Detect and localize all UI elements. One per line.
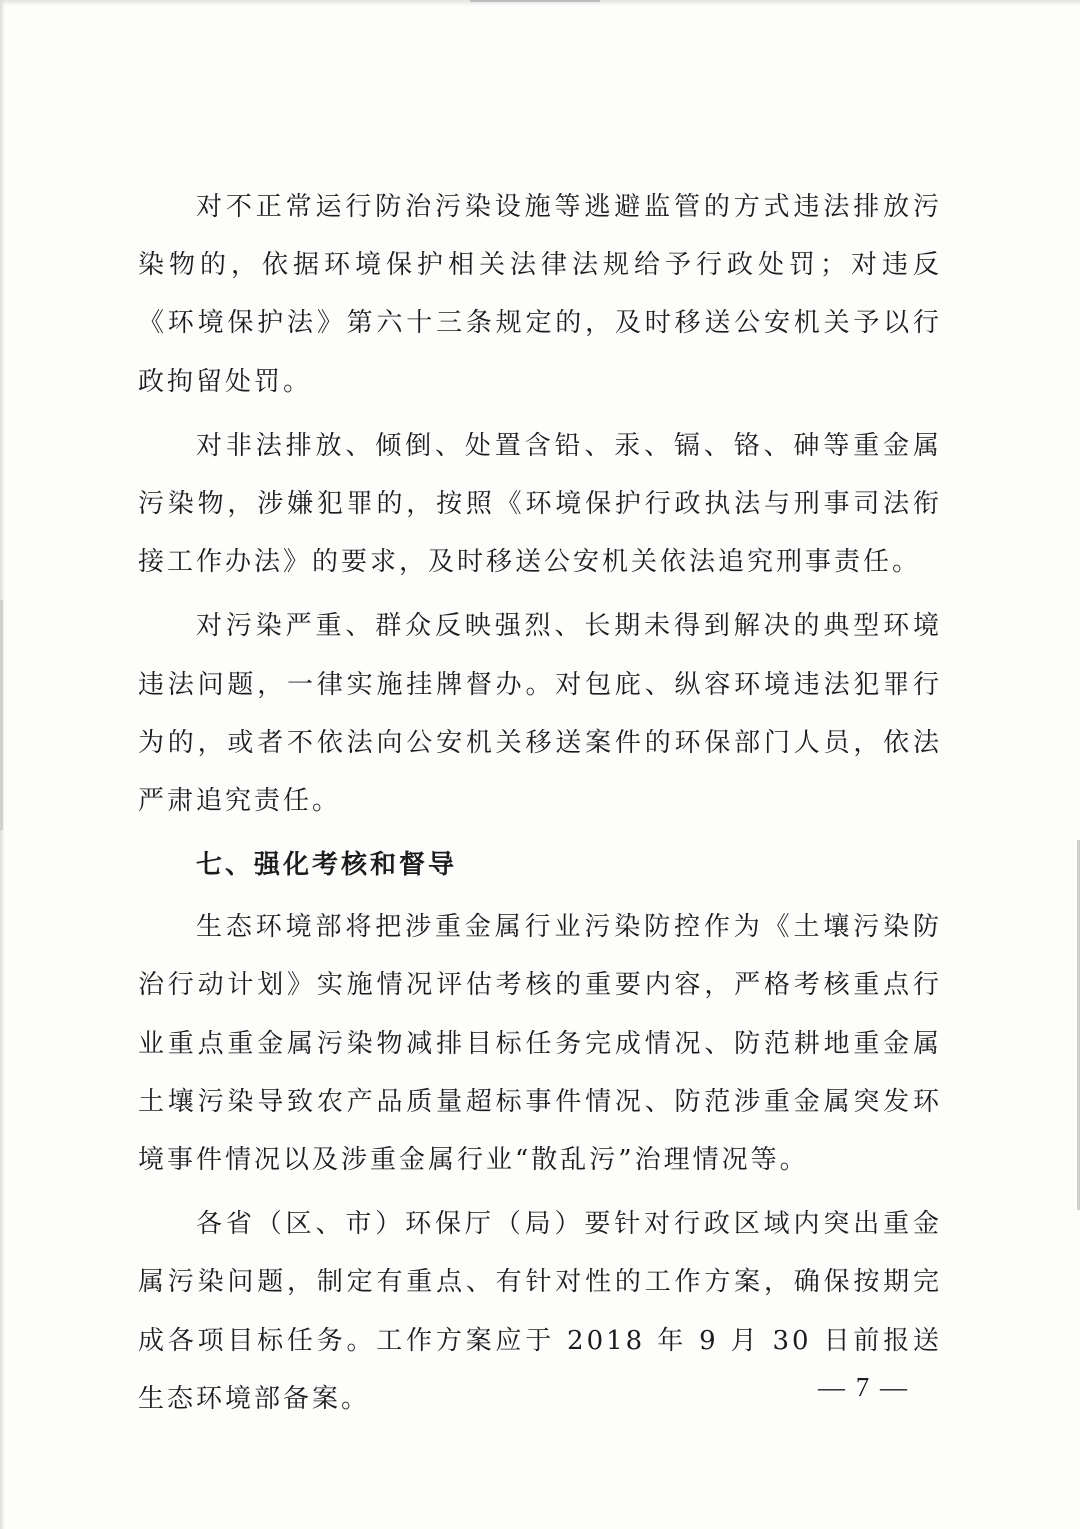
scan-mark-left [0,600,3,830]
document-body [138,178,942,1434]
paragraph-heavy-metal-crime: 对非法排放、倾倒、处置含铅、汞、镉、铬、砷等重金属污染物，涉嫌犯罪的，按照《环境保护行政执法与刑事司法衔接工作办法》的要求，及时移送公安机关依法追究刑事责任。 [138,430,942,578]
paragraph-provincial-plan: 各省（区、市）环保厅（局）要针对行政区域内突出重金属污染问题，制定有重点、有针对性的工作方案，确保按期完成各项目标任务。工作方案应于 2018 年 9 月 30 日前报送生态环境部备案。 [138,1209,942,1414]
section-heading: 七、强化考核和督导 [196,850,458,881]
paragraph-illegal-discharge: 对不正常运行防治污染设施等逃避监管的方式违法排放污染物的，依据环境保护相关法律法规给予行政处罚；对违反《环境保护法》第六十三条规定的，及时移送公安机关予以行政拘留处罚。 [138,192,942,397]
page-number: — 7 — [818,1372,909,1402]
paragraph-assessment: 生态环境部将把涉重金属行业污染防控作为《土壤污染防治行动计划》实施情况评估考核的重要内容，严格考核重点行业重点重金属污染物减排目标任务完成情况、防范耕地重金属土壤污染导致农产品质量超标事件情况、防范涉重金属突发环境事件情况以及涉重金属行业“散乱污”治理情况等。 [138,912,942,1176]
scan-mark-top [470,0,600,2]
paragraph-supervision-listing: 对污染严重、群众反映强烈、长期未得到解决的典型环境违法问题，一律实施挂牌督办。对包庇、纵容环境违法犯罪行为的，或者不依法向公安机关移送案件的环保部门人员，依法严肃追究责任。 [138,611,942,817]
